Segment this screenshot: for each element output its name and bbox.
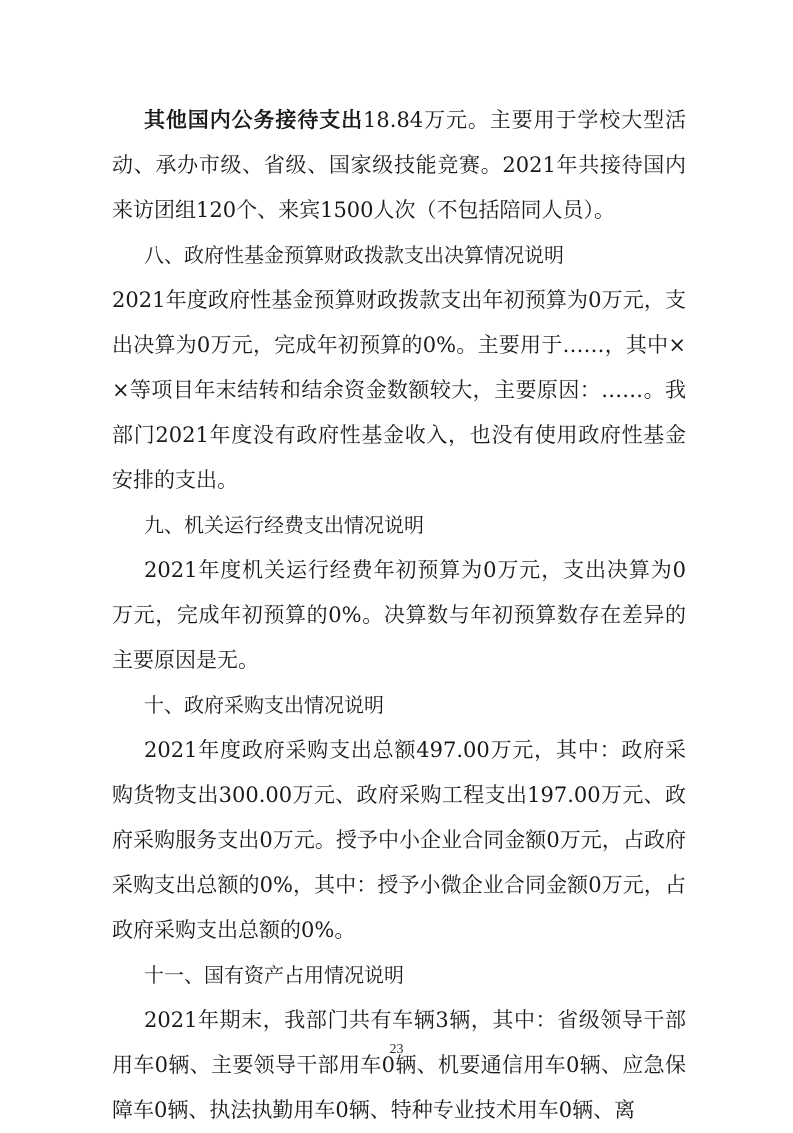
assets-heading: 十一、国有资产占用情况说明 bbox=[144, 963, 404, 987]
procurement-heading: 十、政府采购支出情况说明 bbox=[144, 693, 384, 717]
document-page bbox=[112, 98, 686, 1133]
operating-heading: 九、机关运行经费支出情况说明 bbox=[144, 513, 424, 537]
page-number: 23 bbox=[389, 1042, 404, 1057]
gov-fund-paragraph: 2021年度政府性基金预算财政拨款支出年初预算为0万元，支出决算为0万元，完成年初预算的0%。主要用于……，其中××等项目年末结转和结余资金数额较大，主要原因：……。我部门2021年度没有政府性基金收入，也没有使用政府性基金安排的支出。 bbox=[112, 288, 686, 492]
reception-paragraph bbox=[112, 98, 686, 233]
gov-fund-heading: 八、政府性基金预算财政拨款支出决算情况说明 bbox=[144, 243, 564, 267]
operating-paragraph: 2021年度机关运行经费年初预算为0万元，支出决算为0万元，完成年初预算的0%。决算数与年初预算数存在差异的主要原因是无。 bbox=[112, 558, 686, 672]
assets-paragraph: 2021年期末，我部门共有车辆3辆，其中：省级领导干部用车0辆、主要领导干部用车0辆、机要通信用车0辆、应急保障车0辆、执法执勤用车0辆、特种专业技术用车0辆、离 bbox=[112, 1008, 686, 1122]
reception-lead: 其他国内公务接待支出 bbox=[144, 108, 364, 132]
reception-text: 18.84万元。主要用于学校大型活动、承办市级、省级、国家级技能竞赛。2021年共接待国内来访团组120个、来宾1500人次（不包括陪同人员）。 bbox=[112, 108, 687, 222]
procurement-paragraph: 2021年度政府采购支出总额497.00万元，其中：政府采购货物支出300.00万元、政府采购工程支出197.00万元、政府采购服务支出0万元。授予中小企业合同金额0万元，占政府采购支出总额的0%，其中：授予小微企业合同金额0万元，占政府采购支出总额的0%。 bbox=[112, 738, 686, 942]
